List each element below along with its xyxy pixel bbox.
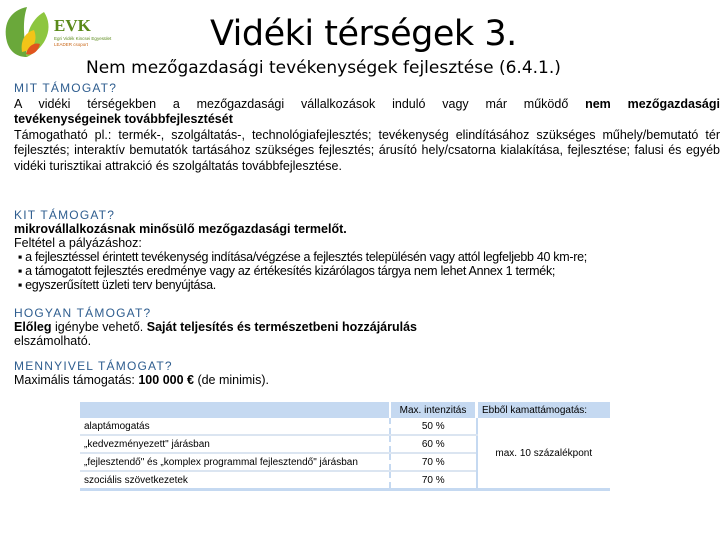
logo-line2: LEADER csoport [54,42,89,47]
kit-bullet: ▪ a támogatott fejlesztés eredménye vagy az értékesítés kizárólagos tárgya nem lehet Annex 1 termék; [14,264,720,278]
kamat-value: max. 10 százalékpont [477,418,611,490]
mit-line1b: nem mezőgazdasági [585,96,720,111]
hogyan-b: igénybe vehető. [51,320,147,334]
kit-bullet: ▪ a fejlesztéssel érintett tevékenység indítása/végzése a fejlesztés településén vagy attól legfeljebb 40 km-re; [14,250,720,264]
evk-logo [2,2,152,62]
row-label: szociális szövetkezetek [80,471,390,490]
mennyivel-a: Maximális támogatás: [14,373,139,387]
mit-line1a: A vidéki térségekben a mezőgazdasági vállalkozások induló vagy már működő [14,96,586,111]
section-kit [14,208,720,292]
row-label: alaptámogatás [80,418,390,435]
row-value: 60 % [390,435,477,453]
hogyan-c: Saját teljesítés és természetbeni hozzájárulás [146,320,417,334]
hogyan-heading: HOGYAN TÁMOGAT? [14,306,152,320]
row-value: 70 % [390,453,477,471]
table-row [80,418,610,435]
page-title: Vidéki térségek 3. [210,14,517,54]
logo-line1: Egri Vidék Kincsei Egyesület [54,36,112,41]
page-subtitle: Nem mezőgazdasági tevékenységek fejlesztése (6.4.1.) [86,58,561,78]
logo-name: EVK [54,16,91,35]
row-value: 70 % [390,471,477,490]
hogyan-d: elszámolható. [14,334,92,348]
kit-line2: Feltétel a pályázáshoz: [14,236,142,250]
kit-heading: KIT TÁMOGAT? [14,208,116,222]
mennyivel-b: 100 000 € [138,373,194,387]
row-label: „kedvezményezett" járásban [80,435,390,453]
mit-para: termék-, szolgáltatás-, technológiafejlesztés; tevékenység elindításához szükséges műhely/bemutató tér fejlesztés; interaktív bemutatók tartásához szükséges fejlesztés; árusító hely/csatorna kialakítása, fejlesztése; falusi és egyéb vidéki turisztikai attrakció és szolgáltatás továbbfejlesztése. [14,127,720,173]
table-header-row [80,402,610,418]
mit-line2: tevékenységeinek továbbfejlesztését [14,112,233,126]
kit-line1: mikrovállalkozásnak minősülő mezőgazdasági termelőt. [14,222,347,236]
mennyivel-heading: MENNYIVEL TÁMOGAT? [14,359,173,373]
row-value: 50 % [390,418,477,435]
leaf-logo-icon [2,2,57,62]
mit-heading: MIT TÁMOGAT? [14,81,118,95]
intensity-table [80,402,610,491]
section-mennyivel [14,359,720,387]
header-cell [80,402,390,418]
section-hogyan [14,306,720,348]
header-cell: Max. intenzitás [390,402,477,418]
kit-bullet: ▪ egyszerűsített üzleti terv benyújtása. [14,278,720,292]
mennyivel-c: (de minimis). [193,373,269,387]
mit-para-label: Támogatható pl.: [14,127,119,142]
header-cell: Ebből kamattámogatás: [477,402,611,418]
row-label: „fejlesztendő" és „komplex programmal fejlesztendő" járásban [80,453,390,471]
section-mit [14,81,720,174]
hogyan-a: Előleg [14,320,52,334]
